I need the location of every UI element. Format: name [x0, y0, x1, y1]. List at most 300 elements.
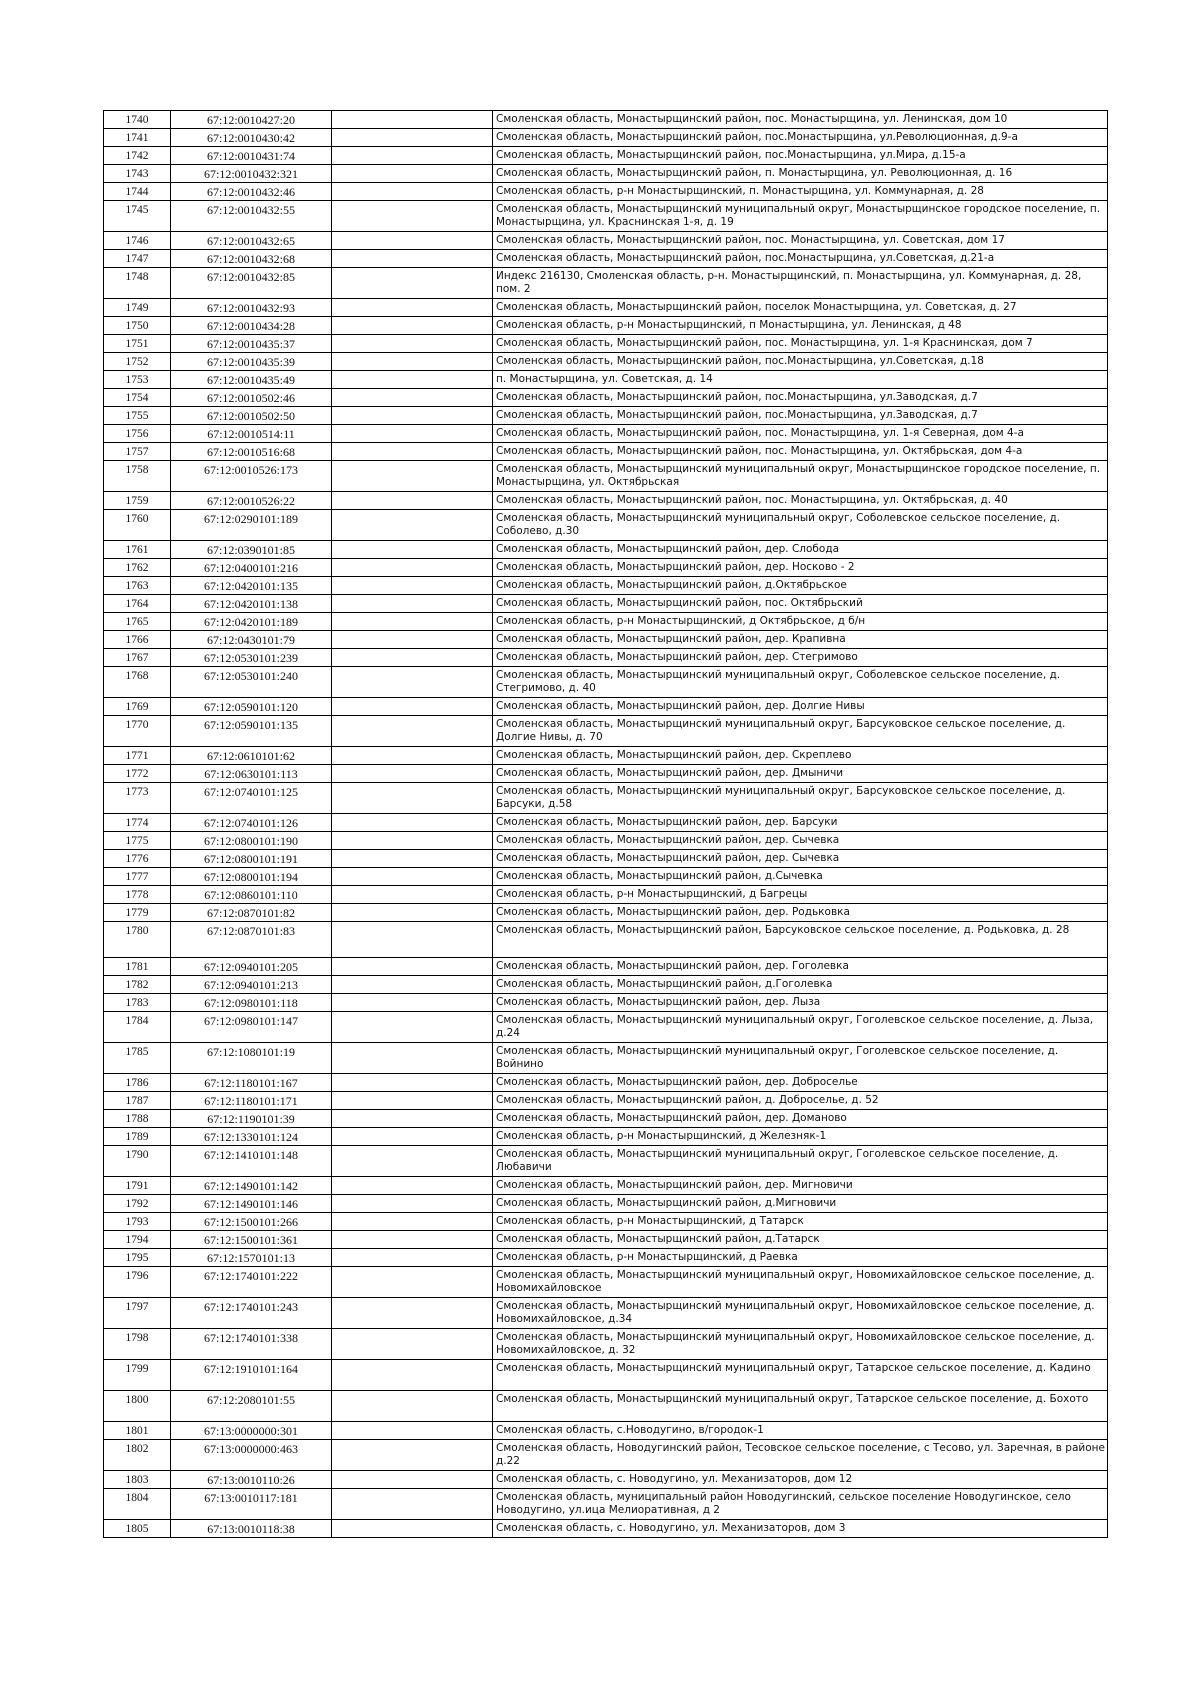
empty-cell: [332, 1195, 493, 1213]
row-number-cell: 1802: [104, 1440, 171, 1471]
empty-cell: [332, 613, 493, 631]
table-row: [104, 850, 1108, 868]
empty-cell: [332, 1489, 493, 1520]
row-number-cell: 1783: [104, 994, 171, 1012]
address-cell: Смоленская область, Монастырщинский район, поселок Монастырщина, ул. Советская, д. 27: [493, 299, 1108, 317]
cadastral-number-cell: 67:12:0800101:191: [171, 850, 332, 868]
row-number-cell: 1787: [104, 1092, 171, 1110]
table-row: [104, 922, 1108, 958]
cadastral-number-cell: 67:12:0740101:126: [171, 814, 332, 832]
empty-cell: [332, 868, 493, 886]
empty-cell: [332, 886, 493, 904]
table-row: [104, 425, 1108, 443]
empty-cell: [332, 201, 493, 232]
address-cell: Смоленская область, Монастырщинский муниципальный округ, Татарское сельское поселение, д. Бохото: [493, 1391, 1108, 1422]
row-number-cell: 1793: [104, 1213, 171, 1231]
row-number-cell: 1754: [104, 389, 171, 407]
address-cell: Смоленская область, Монастырщинский район, дер. Слобода: [493, 541, 1108, 559]
table-row: [104, 1329, 1108, 1360]
row-number-cell: 1767: [104, 649, 171, 667]
cadastral-number-cell: 67:13:0010118:38: [171, 1520, 332, 1538]
cadastral-number-cell: 67:12:0800101:190: [171, 832, 332, 850]
row-number-cell: 1774: [104, 814, 171, 832]
cadastral-number-cell: 67:12:0010526:173: [171, 461, 332, 492]
empty-cell: [332, 667, 493, 698]
table-row: [104, 461, 1108, 492]
cadastral-number-cell: 67:12:0010502:50: [171, 407, 332, 425]
address-cell: Смоленская область, Монастырщинский район, пос. Монастырщина, ул. Ленинская, дом 10: [493, 111, 1108, 129]
table-row: [104, 1249, 1108, 1267]
cadastral-number-cell: 67:12:0010516:68: [171, 443, 332, 461]
table-row: [104, 1043, 1108, 1074]
empty-cell: [332, 922, 493, 958]
table-row: [104, 1520, 1108, 1538]
address-cell: Смоленская область, Монастырщинский район, пос. Монастырщина, ул. Октябрьская, д. 40: [493, 492, 1108, 510]
table-row: [104, 165, 1108, 183]
address-cell: Смоленская область, Монастырщинский район, д.Гоголевка: [493, 976, 1108, 994]
empty-cell: [332, 443, 493, 461]
table-row: [104, 904, 1108, 922]
table-row: [104, 1092, 1108, 1110]
table-row: [104, 492, 1108, 510]
cadastral-number-cell: 67:12:0870101:82: [171, 904, 332, 922]
empty-cell: [332, 1213, 493, 1231]
cadastral-number-cell: 67:12:1570101:13: [171, 1249, 332, 1267]
address-cell: Смоленская область, Монастырщинский район, дер. Доброселье: [493, 1074, 1108, 1092]
empty-cell: [332, 994, 493, 1012]
cadastral-number-cell: 67:12:1500101:361: [171, 1231, 332, 1249]
row-number-cell: 1756: [104, 425, 171, 443]
empty-cell: [332, 299, 493, 317]
empty-cell: [332, 716, 493, 747]
empty-cell: [332, 783, 493, 814]
row-number-cell: 1797: [104, 1298, 171, 1329]
cadastral-number-cell: 67:12:0530101:240: [171, 667, 332, 698]
empty-cell: [332, 111, 493, 129]
cadastral-number-cell: 67:12:0010435:39: [171, 353, 332, 371]
cadastral-number-cell: 67:12:0010432:68: [171, 250, 332, 268]
address-cell: Смоленская область, р-н Монастырщинский, д Раевка: [493, 1249, 1108, 1267]
row-number-cell: 1755: [104, 407, 171, 425]
table-row: [104, 1146, 1108, 1177]
table-row: [104, 765, 1108, 783]
row-number-cell: 1742: [104, 147, 171, 165]
cadastral-number-cell: 67:12:0610101:62: [171, 747, 332, 765]
row-number-cell: 1765: [104, 613, 171, 631]
empty-cell: [332, 317, 493, 335]
empty-cell: [332, 1074, 493, 1092]
row-number-cell: 1768: [104, 667, 171, 698]
empty-cell: [332, 559, 493, 577]
empty-cell: [332, 958, 493, 976]
table-row: [104, 1012, 1108, 1043]
row-number-cell: 1775: [104, 832, 171, 850]
row-number-cell: 1782: [104, 976, 171, 994]
empty-cell: [332, 765, 493, 783]
empty-cell: [332, 1249, 493, 1267]
table-row: [104, 1471, 1108, 1489]
address-cell: Смоленская область, Монастырщинский район, п. Монастырщина, ул. Революционная, д. 16: [493, 165, 1108, 183]
address-cell: Смоленская область, р-н Монастырщинский, д Багрецы: [493, 886, 1108, 904]
empty-cell: [332, 492, 493, 510]
row-number-cell: 1761: [104, 541, 171, 559]
cadastral-number-cell: 67:12:1330101:124: [171, 1128, 332, 1146]
address-cell: Смоленская область, Монастырщинский район, дер. Гоголевка: [493, 958, 1108, 976]
address-cell: Смоленская область, Монастырщинский район, пос.Монастырщина, ул.Советская, д.21-а: [493, 250, 1108, 268]
address-cell: Смоленская область, Монастырщинский район, пос. Монастырщина, ул. Октябрьская, дом 4-а: [493, 443, 1108, 461]
cadastral-number-cell: 67:13:0000000:463: [171, 1440, 332, 1471]
address-cell: Смоленская область, Монастырщинский район, дер. Мигновичи: [493, 1177, 1108, 1195]
row-number-cell: 1777: [104, 868, 171, 886]
address-cell: Смоленская область, Монастырщинский муниципальный округ, Монастырщинское городское поселение, п. Монастырщина, ул. Октябрьская: [493, 461, 1108, 492]
row-number-cell: 1780: [104, 922, 171, 958]
cadastral-number-cell: 67:12:1740101:222: [171, 1267, 332, 1298]
table-row: [104, 1231, 1108, 1249]
row-number-cell: 1786: [104, 1074, 171, 1092]
address-cell: Смоленская область, Монастырщинский район, д.Октябрьское: [493, 577, 1108, 595]
empty-cell: [332, 595, 493, 613]
cadastral-number-cell: 67:12:0400101:216: [171, 559, 332, 577]
row-number-cell: 1764: [104, 595, 171, 613]
address-cell: Смоленская область, р-н Монастырщинский, п. Монастырщина, ул. Коммунарная, д. 28: [493, 183, 1108, 201]
address-cell: Смоленская область, Монастырщинский район, пос. Октябрьский: [493, 595, 1108, 613]
table-row: [104, 389, 1108, 407]
address-cell: Смоленская область, Монастырщинский район, пос. Монастырщина, ул. Советская, дом 17: [493, 232, 1108, 250]
table-row: [104, 976, 1108, 994]
table-row: [104, 1213, 1108, 1231]
table-row: [104, 886, 1108, 904]
table-row: [104, 111, 1108, 129]
cadastral-number-cell: 67:12:1740101:243: [171, 1298, 332, 1329]
address-cell: Смоленская область, Монастырщинский район, дер. Доманово: [493, 1110, 1108, 1128]
row-number-cell: 1741: [104, 129, 171, 147]
empty-cell: [332, 814, 493, 832]
address-cell: Смоленская область, Монастырщинский район, д.Сычевка: [493, 868, 1108, 886]
address-cell: Смоленская область, Монастырщинский район, дер. Лыза: [493, 994, 1108, 1012]
empty-cell: [332, 1471, 493, 1489]
address-cell: Смоленская область, Монастырщинский район, дер. Скреплево: [493, 747, 1108, 765]
address-cell: Смоленская область, Монастырщинский район, пос.Монастырщина, ул.Мира, д.15-а: [493, 147, 1108, 165]
empty-cell: [332, 904, 493, 922]
row-number-cell: 1803: [104, 1471, 171, 1489]
empty-cell: [332, 1360, 493, 1391]
empty-cell: [332, 1298, 493, 1329]
cadastral-number-cell: 67:12:0590101:135: [171, 716, 332, 747]
empty-cell: [332, 183, 493, 201]
row-number-cell: 1801: [104, 1422, 171, 1440]
empty-cell: [332, 1391, 493, 1422]
table-row: [104, 868, 1108, 886]
cadastral-number-cell: 67:12:1410101:148: [171, 1146, 332, 1177]
empty-cell: [332, 850, 493, 868]
row-number-cell: 1779: [104, 904, 171, 922]
cadastral-number-cell: 67:12:0740101:125: [171, 783, 332, 814]
table-row: [104, 1110, 1108, 1128]
table-row: [104, 559, 1108, 577]
address-cell: Смоленская область, Монастырщинский район, дер. Долгие Нивы: [493, 698, 1108, 716]
cadastral-number-cell: 67:12:1190101:39: [171, 1110, 332, 1128]
row-number-cell: 1795: [104, 1249, 171, 1267]
cadastral-number-cell: 67:12:0870101:83: [171, 922, 332, 958]
cadastral-number-cell: 67:12:0010434:28: [171, 317, 332, 335]
row-number-cell: 1784: [104, 1012, 171, 1043]
empty-cell: [332, 1043, 493, 1074]
empty-cell: [332, 268, 493, 299]
table-row: [104, 147, 1108, 165]
empty-cell: [332, 1231, 493, 1249]
cadastral-number-cell: 67:12:0940101:213: [171, 976, 332, 994]
table-row: [104, 1074, 1108, 1092]
row-number-cell: 1804: [104, 1489, 171, 1520]
cadastral-number-cell: 67:12:0390101:85: [171, 541, 332, 559]
row-number-cell: 1762: [104, 559, 171, 577]
table-row: [104, 783, 1108, 814]
row-number-cell: 1751: [104, 335, 171, 353]
table-row: [104, 832, 1108, 850]
cadastral-number-cell: 67:12:0800101:194: [171, 868, 332, 886]
address-cell: Смоленская область, Монастырщинский район, пос.Монастырщина, ул.Революционная, д.9-а: [493, 129, 1108, 147]
cadastral-number-cell: 67:12:0420101:138: [171, 595, 332, 613]
table-row: [104, 371, 1108, 389]
row-number-cell: 1752: [104, 353, 171, 371]
address-cell: Смоленская область, Монастырщинский район, д.Татарск: [493, 1231, 1108, 1249]
row-number-cell: 1740: [104, 111, 171, 129]
address-cell: Смоленская область, с. Новодугино, ул. Механизаторов, дом 3: [493, 1520, 1108, 1538]
row-number-cell: 1744: [104, 183, 171, 201]
table-row: [104, 353, 1108, 371]
table-row: [104, 250, 1108, 268]
cadastral-number-cell: 67:12:0010435:37: [171, 335, 332, 353]
empty-cell: [332, 1177, 493, 1195]
cadastral-number-cell: 67:12:1080101:19: [171, 1043, 332, 1074]
cadastral-number-cell: 67:12:0010432:85: [171, 268, 332, 299]
cadastral-number-cell: 67:12:1490101:142: [171, 1177, 332, 1195]
empty-cell: [332, 541, 493, 559]
cadastral-number-cell: 67:12:0940101:205: [171, 958, 332, 976]
table-row: [104, 994, 1108, 1012]
table-row: [104, 335, 1108, 353]
table-row: [104, 698, 1108, 716]
row-number-cell: 1747: [104, 250, 171, 268]
address-cell: Смоленская область, Монастырщинский муниципальный округ, Соболевское сельское поселение, д. Стегримово, д. 40: [493, 667, 1108, 698]
address-cell: Смоленская область, Монастырщинский район, пос. Монастырщина, ул. 1-я Краснинская, дом 7: [493, 335, 1108, 353]
cadastral-number-cell: 67:12:0010432:55: [171, 201, 332, 232]
address-cell: Смоленская область, Монастырщинский район, пос.Монастырщина, ул.Заводская, д.7: [493, 407, 1108, 425]
row-number-cell: 1750: [104, 317, 171, 335]
cadastral-number-cell: 67:12:0860101:110: [171, 886, 332, 904]
row-number-cell: 1800: [104, 1391, 171, 1422]
table-row: [104, 667, 1108, 698]
address-cell: Смоленская область, Монастырщинский муниципальный округ, Монастырщинское городское поселение, п. Монастырщина, ул. Краснинская 1-я, д. 19: [493, 201, 1108, 232]
address-cell: Смоленская область, Монастырщинский район, д. Доброселье, д. 52: [493, 1092, 1108, 1110]
row-number-cell: 1746: [104, 232, 171, 250]
table-row: [104, 1360, 1108, 1391]
row-number-cell: 1788: [104, 1110, 171, 1128]
empty-cell: [332, 832, 493, 850]
empty-cell: [332, 1092, 493, 1110]
table-row: [104, 1489, 1108, 1520]
row-number-cell: 1771: [104, 747, 171, 765]
address-cell: Смоленская область, Монастырщинский муниципальный округ, Новомихайловское сельское поселение, д. Новомихайловское: [493, 1267, 1108, 1298]
address-cell: Смоленская область, Монастырщинский район, дер. Родьковка: [493, 904, 1108, 922]
empty-cell: [332, 250, 493, 268]
row-number-cell: 1792: [104, 1195, 171, 1213]
empty-cell: [332, 129, 493, 147]
registry-table: [103, 110, 1108, 1538]
cadastral-number-cell: 67:12:1500101:266: [171, 1213, 332, 1231]
empty-cell: [332, 1267, 493, 1298]
cadastral-number-cell: 67:12:0010432:321: [171, 165, 332, 183]
cadastral-number-cell: 67:12:2080101:55: [171, 1391, 332, 1422]
table-row: [104, 232, 1108, 250]
cadastral-number-cell: 67:12:0010430:42: [171, 129, 332, 147]
cadastral-number-cell: 67:12:0420101:189: [171, 613, 332, 631]
row-number-cell: 1776: [104, 850, 171, 868]
empty-cell: [332, 335, 493, 353]
cadastral-number-cell: 67:12:1910101:164: [171, 1360, 332, 1391]
row-number-cell: 1759: [104, 492, 171, 510]
table-row: [104, 299, 1108, 317]
table-row: [104, 268, 1108, 299]
cadastral-number-cell: 67:12:0980101:118: [171, 994, 332, 1012]
table-row: [104, 631, 1108, 649]
row-number-cell: 1794: [104, 1231, 171, 1249]
row-number-cell: 1772: [104, 765, 171, 783]
empty-cell: [332, 1110, 493, 1128]
row-number-cell: 1743: [104, 165, 171, 183]
row-number-cell: 1749: [104, 299, 171, 317]
empty-cell: [332, 371, 493, 389]
empty-cell: [332, 698, 493, 716]
address-cell: Смоленская область, р-н Монастырщинский, д Татарск: [493, 1213, 1108, 1231]
address-cell: Смоленская область, Монастырщинский муниципальный округ, Барсуковское сельское поселение, д. Барсуки, д.58: [493, 783, 1108, 814]
row-number-cell: 1760: [104, 510, 171, 541]
table-row: [104, 129, 1108, 147]
cadastral-number-cell: 67:13:0010110:26: [171, 1471, 332, 1489]
table-row: [104, 201, 1108, 232]
address-cell: Смоленская область, Монастырщинский муниципальный округ, Барсуковское сельское поселение, д. Долгие Нивы, д. 70: [493, 716, 1108, 747]
table-row: [104, 747, 1108, 765]
cadastral-number-cell: 67:12:1740101:338: [171, 1329, 332, 1360]
row-number-cell: 1763: [104, 577, 171, 595]
address-cell: Смоленская область, с. Новодугино, ул. Механизаторов, дом 12: [493, 1471, 1108, 1489]
empty-cell: [332, 147, 493, 165]
table-row: [104, 1391, 1108, 1422]
address-cell: Смоленская область, Монастырщинский район, дер. Стегримово: [493, 649, 1108, 667]
address-cell: Смоленская область, Новодугинский район, Тесовское сельское поселение, с Тесово, ул. Заречная, в районе д.22: [493, 1440, 1108, 1471]
row-number-cell: 1791: [104, 1177, 171, 1195]
address-cell: Смоленская область, Монастырщинский муниципальный округ, Соболевское сельское поселение, д. Соболево, д.30: [493, 510, 1108, 541]
table-row: [104, 443, 1108, 461]
cadastral-number-cell: 67:12:0010431:74: [171, 147, 332, 165]
address-cell: Смоленская область, Монастырщинский район, пос.Монастырщина, ул.Заводская, д.7: [493, 389, 1108, 407]
table-row: [104, 541, 1108, 559]
empty-cell: [332, 631, 493, 649]
table-row: [104, 1195, 1108, 1213]
row-number-cell: 1790: [104, 1146, 171, 1177]
address-cell: Смоленская область, Монастырщинский муниципальный округ, Новомихайловское сельское поселение, д. Новомихайловское, д.34: [493, 1298, 1108, 1329]
table-row: [104, 317, 1108, 335]
row-number-cell: 1789: [104, 1128, 171, 1146]
empty-cell: [332, 649, 493, 667]
table-row: [104, 958, 1108, 976]
address-cell: Смоленская область, Монастырщинский район, пос. Монастырщина, ул. 1-я Северная, дом 4-а: [493, 425, 1108, 443]
row-number-cell: 1781: [104, 958, 171, 976]
address-cell: Индекс 216130, Смоленская область, р-н. Монастырщинский, п. Монастырщина, ул. Коммунарная, д. 28, пом. 2: [493, 268, 1108, 299]
address-cell: Смоленская область, р-н Монастырщинский, д Октябрьское, д б/н: [493, 613, 1108, 631]
cadastral-number-cell: 67:13:0010117:181: [171, 1489, 332, 1520]
table-row: [104, 1440, 1108, 1471]
row-number-cell: 1773: [104, 783, 171, 814]
cadastral-number-cell: 67:12:0290101:189: [171, 510, 332, 541]
row-number-cell: 1769: [104, 698, 171, 716]
cadastral-number-cell: 67:12:0010502:46: [171, 389, 332, 407]
table-row: [104, 1128, 1108, 1146]
empty-cell: [332, 425, 493, 443]
cadastral-number-cell: 67:12:1490101:146: [171, 1195, 332, 1213]
empty-cell: [332, 407, 493, 425]
empty-cell: [332, 1520, 493, 1538]
row-number-cell: 1748: [104, 268, 171, 299]
empty-cell: [332, 577, 493, 595]
cadastral-number-cell: 67:12:0630101:113: [171, 765, 332, 783]
address-cell: Смоленская область, Монастырщинский район, дер. Носково - 2: [493, 559, 1108, 577]
registry-table-body: [104, 111, 1108, 1538]
row-number-cell: 1758: [104, 461, 171, 492]
address-cell: Смоленская область, Монастырщинский муниципальный округ, Гоголевское сельское поселение, д. Лыза, д.24: [493, 1012, 1108, 1043]
address-cell: Смоленская область, Монастырщинский район, дер. Сычевка: [493, 832, 1108, 850]
table-row: [104, 814, 1108, 832]
empty-cell: [332, 353, 493, 371]
cadastral-number-cell: 67:13:0000000:301: [171, 1422, 332, 1440]
empty-cell: [332, 461, 493, 492]
table-row: [104, 613, 1108, 631]
table-row: [104, 407, 1108, 425]
table-row: [104, 183, 1108, 201]
table-row: [104, 595, 1108, 613]
table-row: [104, 510, 1108, 541]
empty-cell: [332, 976, 493, 994]
address-cell: Смоленская область, Монастырщинский район, дер. Сычевка: [493, 850, 1108, 868]
row-number-cell: 1745: [104, 201, 171, 232]
address-cell: Смоленская область, Монастырщинский район, дер. Барсуки: [493, 814, 1108, 832]
address-cell: Смоленская область, Монастырщинский район, Барсуковское сельское поселение, д. Родьковка, д. 28: [493, 922, 1108, 958]
row-number-cell: 1799: [104, 1360, 171, 1391]
address-cell: Смоленская область, муниципальный район Новодугинский, сельское поселение Новодугинское, село Новодугино, ул.ица Мелиоративная, д 2: [493, 1489, 1108, 1520]
cadastral-number-cell: 67:12:0010427:20: [171, 111, 332, 129]
empty-cell: [332, 1440, 493, 1471]
row-number-cell: 1798: [104, 1329, 171, 1360]
cadastral-number-cell: 67:12:0980101:147: [171, 1012, 332, 1043]
table-row: [104, 1298, 1108, 1329]
address-cell: Смоленская область, Монастырщинский район, пос.Монастырщина, ул.Советская, д.18: [493, 353, 1108, 371]
empty-cell: [332, 389, 493, 407]
cadastral-number-cell: 67:12:0010514:11: [171, 425, 332, 443]
address-cell: Смоленская область, Монастырщинский муниципальный округ, Татарское сельское поселение, д. Кадино: [493, 1360, 1108, 1391]
cadastral-number-cell: 67:12:0590101:120: [171, 698, 332, 716]
cadastral-number-cell: 67:12:0530101:239: [171, 649, 332, 667]
empty-cell: [332, 1012, 493, 1043]
cadastral-number-cell: 67:12:1180101:167: [171, 1074, 332, 1092]
row-number-cell: 1770: [104, 716, 171, 747]
table-row: [104, 1422, 1108, 1440]
address-cell: Смоленская область, Монастырщинский район, дер. Дмыничи: [493, 765, 1108, 783]
cadastral-number-cell: 67:12:0430101:79: [171, 631, 332, 649]
empty-cell: [332, 1329, 493, 1360]
cadastral-number-cell: 67:12:0010432:65: [171, 232, 332, 250]
address-cell: Смоленская область, Монастырщинский муниципальный округ, Гоголевское сельское поселение, д. Войнино: [493, 1043, 1108, 1074]
row-number-cell: 1785: [104, 1043, 171, 1074]
